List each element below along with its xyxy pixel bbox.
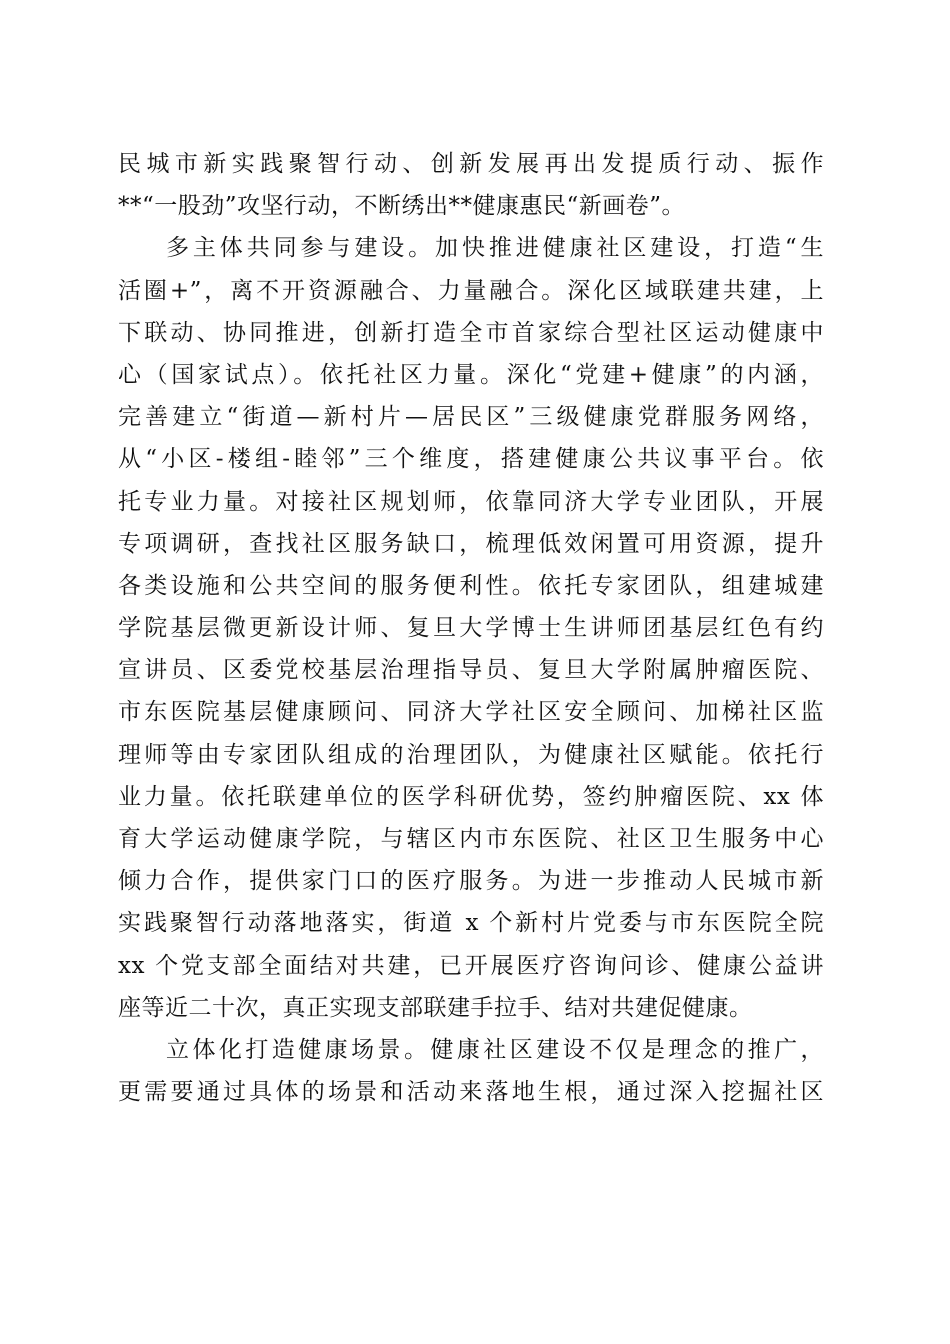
text-line: 心（国家试点）。依托社区力量。深化“党建+健康”的内涵，: [118, 361, 824, 388]
text-line: 专项调研，查找社区服务缺口，梳理低效闲置可用资源，提升: [118, 530, 824, 557]
text-line: 理师等由专家团队组成的治理团队，为健康社区赋能。依托行: [118, 741, 824, 768]
text-line: 立体化打造健康场景。健康社区建设不仅是理念的推广，: [166, 1036, 824, 1063]
paragraph-1: [118, 143, 824, 227]
text-line: 实践聚智行动落地落实，街道 x 个新村片党委与市东医院全院: [118, 910, 824, 937]
text-line: 育大学运动健康学院，与辖区内市东医院、社区卫生服务中心: [118, 826, 824, 852]
text-line: 业力量。依托联建单位的医学科研优势，签约肿瘤医院、xx 体: [118, 783, 824, 810]
text-line: 学院基层微更新设计师、复旦大学博士生讲师团基层红色有约: [118, 615, 824, 642]
text-line: 宣讲员、区委党校基层治理指导员、复旦大学附属肿瘤医院、: [118, 657, 824, 684]
text-line: 市东医院基层健康顾问、同济大学社区安全顾问、加梯社区监: [118, 699, 824, 726]
text-line: 更需要通过具体的场景和活动来落地生根，通过深入挖掘社区: [118, 1079, 824, 1106]
paragraph-2: [118, 227, 824, 1029]
text-line: 托专业力量。对接社区规划师，依靠同济大学专业团队，开展: [118, 488, 824, 515]
text-line: 多主体共同参与建设。加快推进健康社区建设，打造“生: [166, 235, 824, 262]
text-line: xx 个党支部全面结对共建，已开展医疗咨询问诊、健康公益讲: [118, 952, 824, 979]
text-line: 倾力合作，提供家门口的医疗服务。为进一步推动人民城市新: [118, 868, 824, 895]
text-line: 下联动、协同推进，创新打造全市首家综合型社区运动健康中: [118, 319, 824, 346]
body-text: [118, 143, 824, 1113]
text-line: 民城市新实践聚智行动、创新发展再出发提质行动、振作: [118, 151, 824, 177]
paragraph-3: [118, 1029, 824, 1113]
text-line: 座等近二十次，真正实现支部联建手拉手、结对共建促健康。: [118, 994, 753, 1021]
text-line: 从“小区-楼组-睦邻”三个维度，搭建健康公共议事平台。依: [118, 446, 824, 473]
text-line: **“一股劲”攻坚行动，不断绣出**健康惠民“新画卷”。: [118, 193, 686, 220]
text-line: 完善建立“街道—新村片—居民区”三级健康党群服务网络，: [118, 404, 824, 431]
text-line: 活圈+”，离不开资源融合、力量融合。深化区域联建共建，上: [118, 277, 824, 304]
text-line: 各类设施和公共空间的服务便利性。依托专家团队，组建城建: [118, 572, 824, 599]
